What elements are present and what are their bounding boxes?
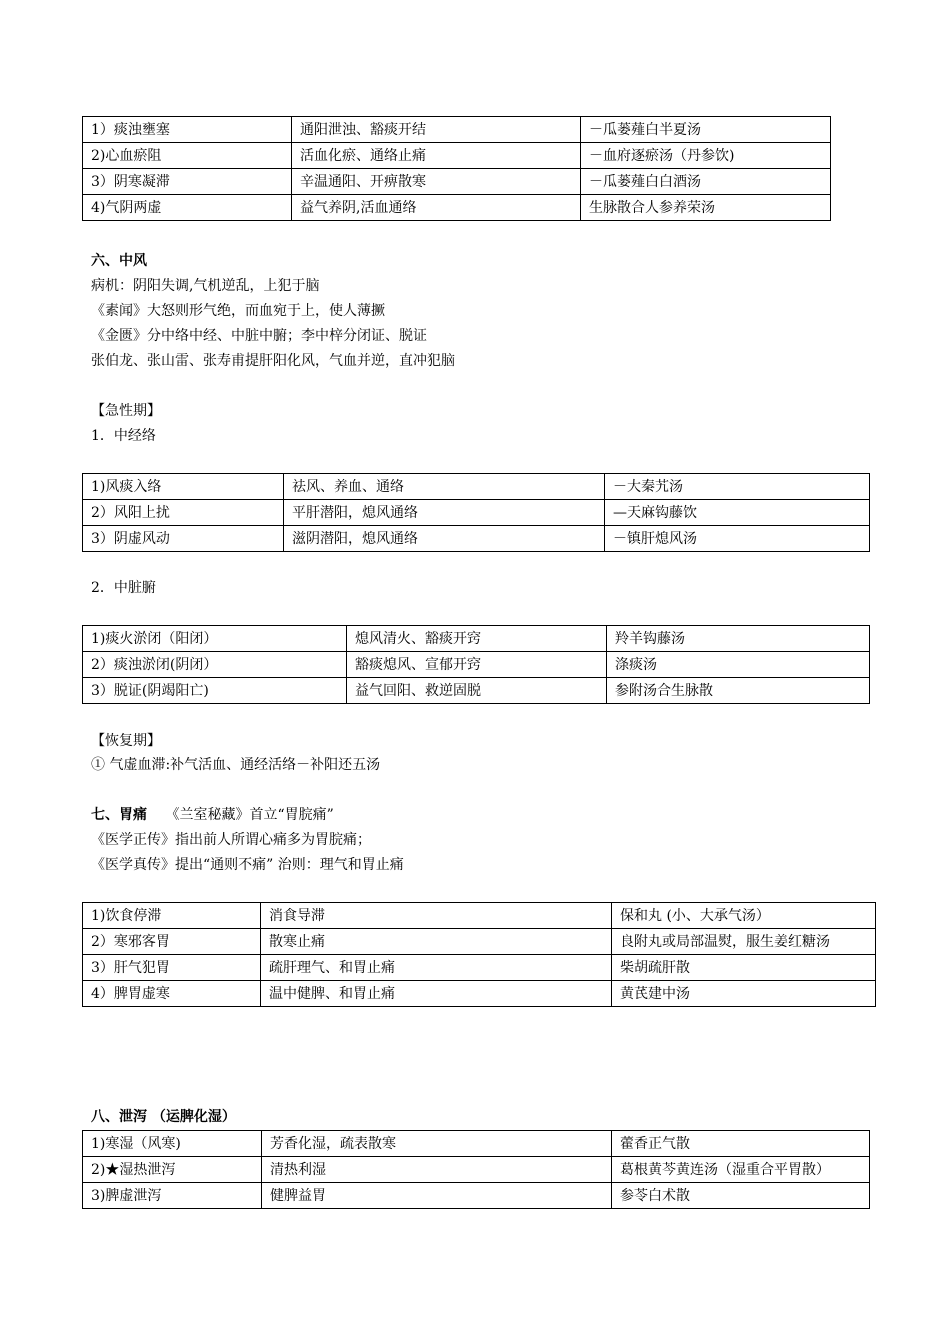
table-row — [83, 955, 876, 981]
table-cell: 4）脾胃虚寒 — [83, 981, 261, 1007]
section-heading-stomach-pain — [91, 803, 334, 827]
table-diarrhea — [82, 1130, 870, 1209]
table-cell: 散寒止痛 — [261, 929, 612, 955]
table-cell: 活血化瘀、通络止痛 — [292, 143, 581, 169]
table-cell: 羚羊钩藤汤 — [607, 626, 870, 652]
section-heading-stroke: 六、中风 — [91, 253, 147, 269]
table-cell: 熄风清火、豁痰开窍 — [347, 626, 607, 652]
table-cell: 良附丸或局部温熨，服生姜红糖汤 — [612, 929, 876, 955]
table-cell: 2）寒邪客胃 — [83, 929, 261, 955]
table-cell: －瓜蒌薤白白酒汤 — [581, 169, 831, 195]
table-row — [83, 981, 876, 1007]
table-cell: －血府逐瘀汤（丹参饮) — [581, 143, 831, 169]
section-heading: 七、胃痛 — [91, 807, 147, 823]
table-cell: 清热利湿 — [262, 1157, 612, 1183]
subheading-organ: 2．中脏腑 — [91, 580, 156, 596]
table-cell: 祛风、养血、通络 — [284, 474, 605, 500]
table-cell: —天麻钩藤饮 — [605, 500, 870, 526]
table-row — [83, 626, 870, 652]
text-line: ① 气虚血滞:补气活血、通经活络－补阳还五汤 — [91, 757, 381, 773]
table-cell: 益气养阴,活血通络 — [292, 195, 581, 221]
table-row — [83, 1131, 870, 1157]
table-cell: 4)气阴两虚 — [83, 195, 292, 221]
table-cell: 葛根黄芩黄连汤（湿重合平胃散） — [612, 1157, 870, 1183]
table-cell: 参苓白术散 — [612, 1183, 870, 1209]
table-chest-bi — [82, 116, 831, 221]
table-row — [83, 195, 831, 221]
table-cell: 通阳泄浊、豁痰开结 — [292, 117, 581, 143]
table-cell: 辛温通阳、开痹散寒 — [292, 169, 581, 195]
table-row — [83, 474, 870, 500]
table-stomach-pain — [82, 902, 876, 1007]
table-cell: 3）肝气犯胃 — [83, 955, 261, 981]
table-cell: 保和丸 (小、大承气汤） — [612, 903, 876, 929]
table-cell: 黄芪建中汤 — [612, 981, 876, 1007]
table-row — [83, 143, 831, 169]
table-row — [83, 678, 870, 704]
table-cell: －瓜蒌薤白半夏汤 — [581, 117, 831, 143]
table-cell: 涤痰汤 — [607, 652, 870, 678]
table-cell: 参附汤合生脉散 — [607, 678, 870, 704]
table-cell: 豁痰熄风、宣郁开窍 — [347, 652, 607, 678]
table-row — [83, 500, 870, 526]
table-cell: －大秦艽汤 — [605, 474, 870, 500]
table-organ-stroke — [82, 625, 870, 704]
table-cell: 疏肝理气、和胃止痛 — [261, 955, 612, 981]
table-row — [83, 929, 876, 955]
table-cell: 健脾益胃 — [262, 1183, 612, 1209]
text-line: 《金匮》分中络中经、中脏中腑；李中梓分闭证、脱证 — [91, 328, 427, 344]
table-row — [83, 169, 831, 195]
text-line: 病机：阴阳失调,气机逆乱，上犯于脑 — [91, 278, 320, 294]
table-cell: 2)心血瘀阻 — [83, 143, 292, 169]
table-cell: 消食导滞 — [261, 903, 612, 929]
table-cell: 温中健脾、和胃止痛 — [261, 981, 612, 1007]
table-row — [83, 903, 876, 929]
table-cell: 柴胡疏肝散 — [612, 955, 876, 981]
table-cell: －镇肝熄风汤 — [605, 526, 870, 552]
table-row — [83, 652, 870, 678]
table-cell: 2)★湿热泄泻 — [83, 1157, 262, 1183]
table-row — [83, 117, 831, 143]
table-cell: 3)脾虚泄泻 — [83, 1183, 262, 1209]
heading-note: 《兰室秘藏》首立“胃脘痛” — [165, 807, 334, 823]
table-cell: 1)饮食停滞 — [83, 903, 261, 929]
subheading-meridian: 1．中经络 — [91, 428, 156, 444]
table-cell: 1)痰火淤闭（阳闭） — [83, 626, 347, 652]
table-cell: 平肝潜阳，熄风通络 — [284, 500, 605, 526]
table-cell: 1)寒湿（风寒) — [83, 1131, 262, 1157]
table-cell: 1)风痰入络 — [83, 474, 284, 500]
table-cell: 1）痰浊壅塞 — [83, 117, 292, 143]
table-cell: 藿香正气散 — [612, 1131, 870, 1157]
table-cell: 2）风阳上扰 — [83, 500, 284, 526]
table-row — [83, 526, 870, 552]
text-line: 张伯龙、张山雷、张寿甫提肝阳化风，气血并逆，直冲犯脑 — [91, 353, 455, 369]
table-cell: 芳香化湿，疏表散寒 — [262, 1131, 612, 1157]
table-meridian-stroke — [82, 473, 870, 552]
table-cell: 3）阴寒凝滞 — [83, 169, 292, 195]
table-cell: 3）阴虚风动 — [83, 526, 284, 552]
section-heading-diarrhea: 八、泄泻 （运脾化湿） — [91, 1109, 236, 1125]
recovery-phase-label: 【恢复期】 — [91, 733, 161, 749]
table-cell: 3）脱证(阴竭阳亡) — [83, 678, 347, 704]
text-line: 《医学真传》提出“通则不痛” 治则：理气和胃止痛 — [91, 857, 404, 873]
table-cell: 滋阴潜阳，熄风通络 — [284, 526, 605, 552]
text-line: 《医学正传》指出前人所谓心痛多为胃脘痛； — [91, 832, 371, 848]
table-cell: 2）痰浊淤闭(阴闭） — [83, 652, 347, 678]
table-row — [83, 1157, 870, 1183]
acute-phase-label: 【急性期】 — [91, 403, 161, 419]
text-line: 《素闻》大怒则形气绝，而血宛于上，使人薄撅 — [91, 303, 385, 319]
table-cell: 益气回阳、救逆固脱 — [347, 678, 607, 704]
table-cell: 生脉散合人参养荣汤 — [581, 195, 831, 221]
table-row — [83, 1183, 870, 1209]
